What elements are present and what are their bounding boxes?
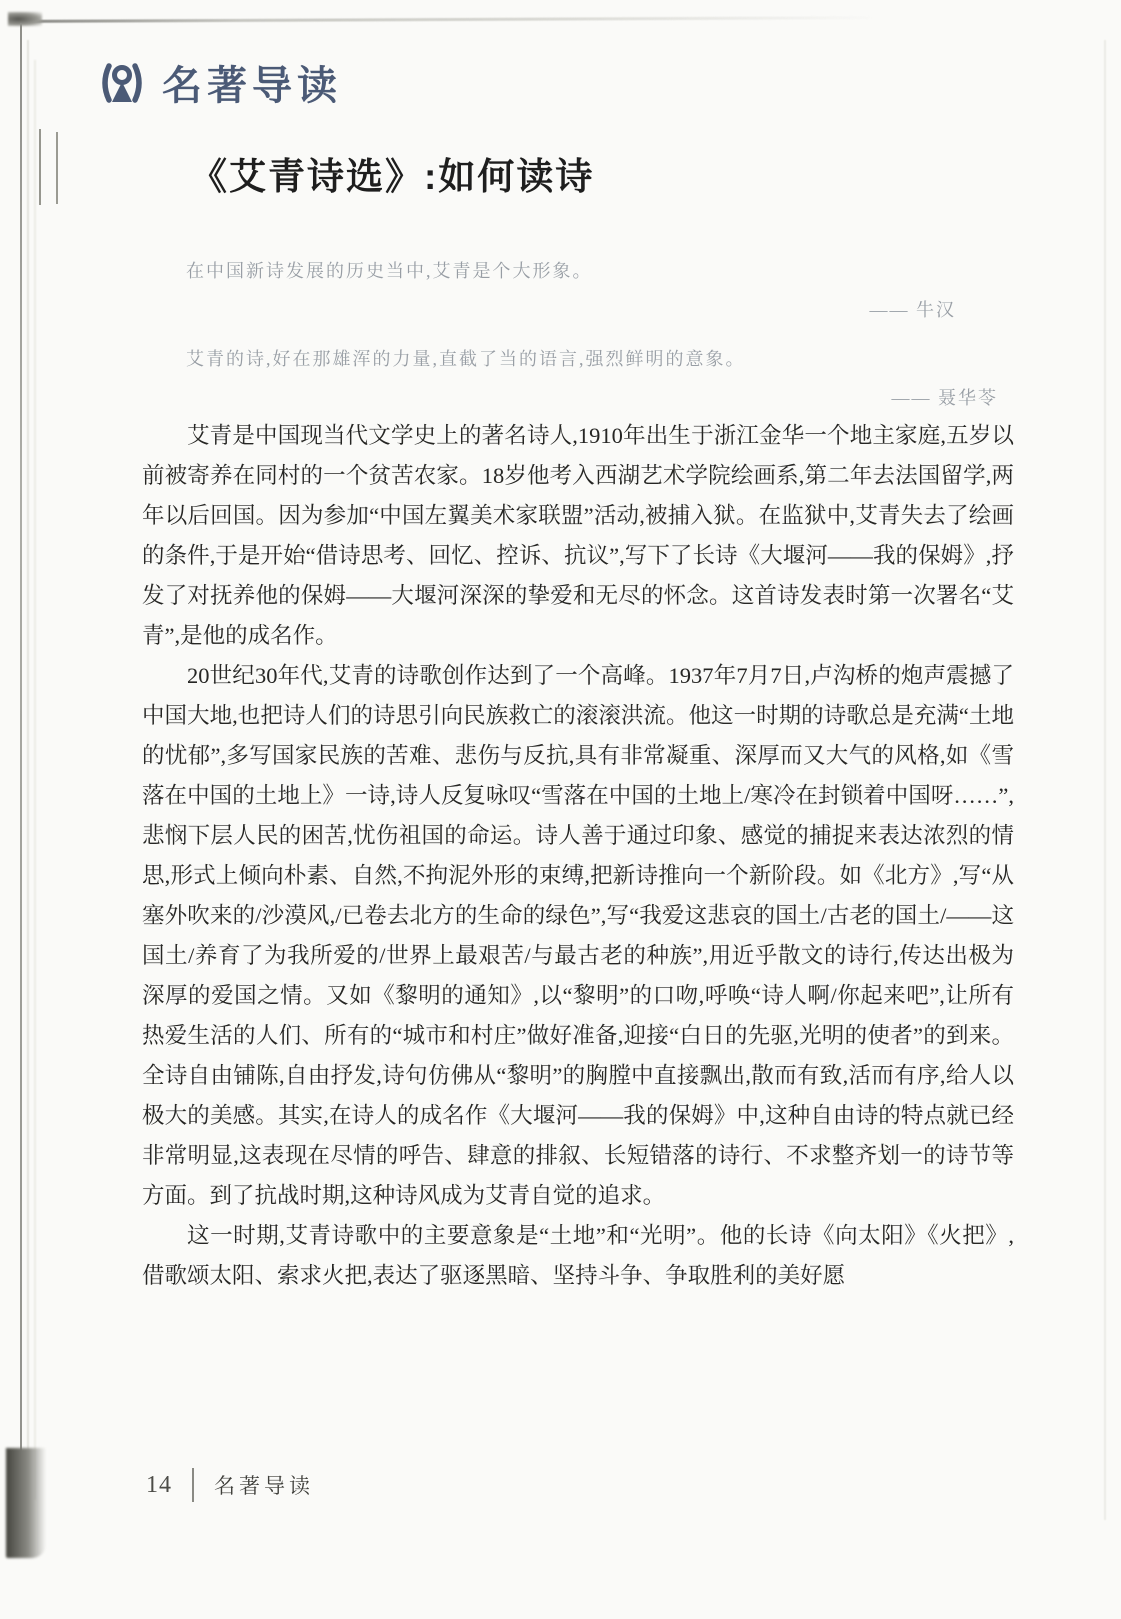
section-label: 名著导读 <box>162 64 342 108</box>
epigraph-text: 艾青的诗,好在那雄浑的力量,直截了当的语言,强烈鲜明的意象。 <box>186 349 746 369</box>
section-header <box>98 54 342 111</box>
scan-right-edge-line <box>1104 40 1106 1520</box>
footer-section-label: 名著导读 <box>214 1474 314 1498</box>
epigraph-attribution: —— 聂华苓 <box>891 388 998 408</box>
reader-person-icon <box>98 56 146 110</box>
article-body <box>142 416 1014 1296</box>
page-title: 《艾青诗选》:如何读诗 <box>190 156 595 197</box>
paragraph: 这一时期,艾青诗歌中的主要意象是“土地”和“光明”。他的长诗《向太阳》《火把》,借歌颂太阳、索求火把,表达了驱逐黑暗、坚持斗争、争取胜利的美好愿 <box>142 1223 1014 1288</box>
scan-gutter-faint-line <box>34 60 36 1500</box>
epigraph-attribution: —— 牛汉 <box>869 300 956 320</box>
scan-top-corner-shadow <box>8 12 42 26</box>
epigraph <box>186 346 998 410</box>
scan-gutter-line <box>20 24 22 1554</box>
scan-page-edge-tick <box>39 129 41 205</box>
epigraph <box>186 258 998 322</box>
footer-divider <box>192 1468 194 1502</box>
page-number: 14 <box>146 1471 172 1498</box>
epigraph-text: 在中国新诗发展的历史当中,艾青是个大形象。 <box>186 261 593 281</box>
scan-binding-shadow <box>6 1448 46 1558</box>
scan-page-edge-tick <box>56 132 58 204</box>
page-footer <box>146 1468 314 1502</box>
scan-gutter-faint-line <box>27 40 29 1530</box>
epigraph-block <box>186 258 998 410</box>
paragraph: 艾青是中国现当代文学史上的著名诗人,1910年出生于浙江金华一个地主家庭,五岁以前被寄养在同村的一个贫苦农家。18岁他考入西湖艺术学院绘画系,第二年去法国留学,两年以后回国。因为参加“中国左翼美术家联盟”活动,被捕入狱。在监狱中,艾青失去了绘画的条件,于是开始“借诗思考、回忆、控诉、抗议”,写下了长诗《大堰河——我的保姆》,抒发了对抚养他的保姆——大堰河深深的挚爱和无尽的怀念。这首诗发表时第一次署名“艾青”,是他的成名作。 <box>142 423 1014 648</box>
scan-top-edge-line <box>28 16 878 23</box>
paragraph: 20世纪30年代,艾青的诗歌创作达到了一个高峰。1937年7月7日,卢沟桥的炮声震撼了中国大地,也把诗人们的诗思引向民族救亡的滚滚洪流。他这一时期的诗歌总是充满“土地的忧郁”,多写国家民族的苦难、悲伤与反抗,具有非常凝重、深厚而又大气的风格,如《雪落在中国的土地上》一诗,诗人反复咏叹“雪落在中国的土地上/寒冷在封锁着中国呀……”,悲悯下层人民的困苦,忧伤祖国的命运。诗人善于通过印象、感觉的捕捉来表达浓烈的情思,形式上倾向朴素、自然,不拘泥外形的束缚,把新诗推向一个新阶段。如《北方》,写“从塞外吹来的/沙漠风,/已卷去北方的生命的绿色”,写“我爱这悲哀的国土/古老的国土/——这国土/养育了为我所爱的/世界上最艰苦/与最古老的种族”,用近乎散文的诗行,传达出极为深厚的爱国之情。又如《黎明的通知》,以“黎明”的口吻,呼唤“诗人啊/你起来吧”,让所有热爱生活的人们、所有的“城市和村庄”做好准备,迎接“白日的先驱,光明的使者”的到来。全诗自由铺陈,自由抒发,诗句仿佛从“黎明”的胸膛中直接飘出,散而有致,活而有序,给人以极大的美感。其实,在诗人的成名作《大堰河——我的保姆》中,这种自由诗的特点就已经非常明显,这表现在尽情的呼告、肆意的排叙、长短错落的诗行、不求整齐划一的诗节等方面。到了抗战时期,这种诗风成为艾青自觉的追求。 <box>142 663 1014 1208</box>
